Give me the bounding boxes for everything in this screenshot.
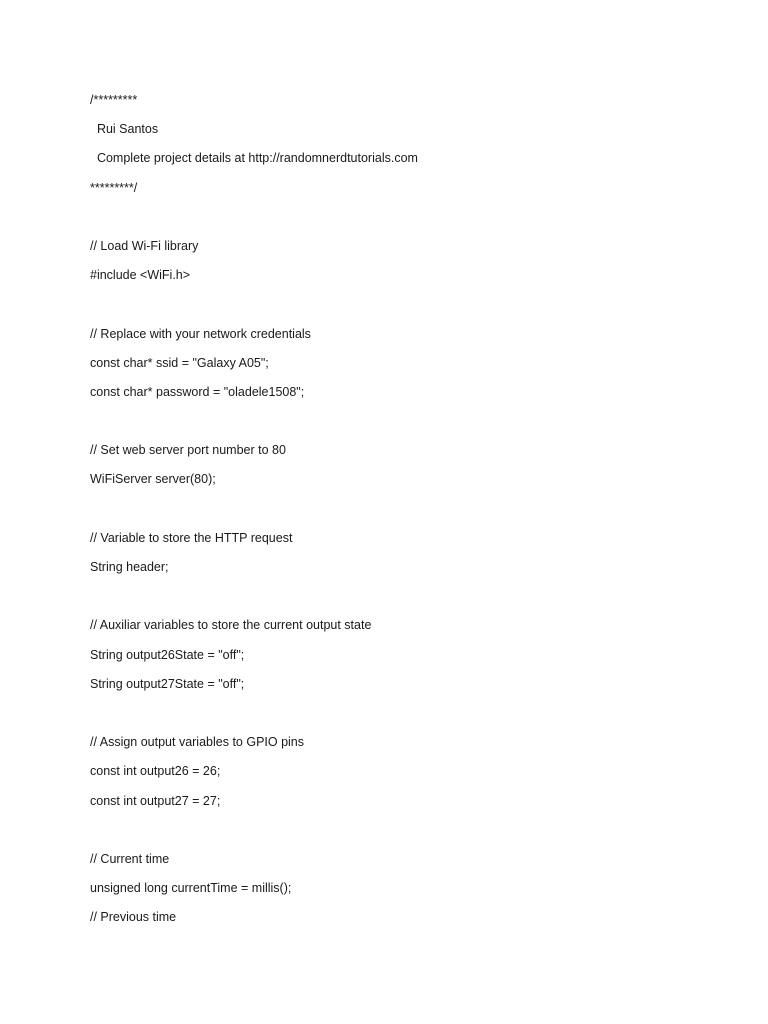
blank-line [90,413,710,442]
blank-line [90,296,710,325]
server-declaration-line: WiFiServer server(80); [90,472,216,487]
comment-server-port: // Set web server port number to 80 [90,443,286,458]
comment-credentials: // Replace with your network credentials [90,326,311,341]
blank-line [90,705,710,734]
author-line: Rui Santos [90,122,159,137]
output26-pin-line: const int output26 = 26; [90,764,221,779]
ssid-line: const char* ssid = "Galaxy A05"; [90,355,269,370]
current-time-line: unsigned long currentTime = millis(); [90,881,292,896]
output27-state-line: String output27State = "off"; [90,676,245,691]
comment-previous-time: // Previous time [90,910,177,925]
comment-block-open: /********* [90,93,138,107]
comment-gpio-pins: // Assign output variables to GPIO pins [90,735,305,750]
blank-line [90,209,710,238]
project-details-line: Complete project details at http://randomnerdtutorials.com [90,151,418,166]
document-body [90,92,710,938]
comment-current-time: // Current time [90,851,170,866]
output27-pin-line: const int output27 = 27; [90,793,221,808]
comment-output-state: // Auxiliar variables to store the current output state [90,618,372,633]
comment-http-request: // Variable to store the HTTP request [90,530,293,545]
output26-state-line: String output26State = "off"; [90,647,245,662]
blank-line [90,501,710,530]
header-declaration-line: String header; [90,560,169,574]
include-wifi-line: #include <WiFi.h> [90,268,191,283]
comment-load-wifi: // Load Wi-Fi library [90,238,199,253]
blank-line [90,822,710,851]
comment-block-close: *********/ [90,180,138,195]
blank-line [90,588,710,617]
password-line: const char* password = "oladele1508"; [90,384,305,399]
